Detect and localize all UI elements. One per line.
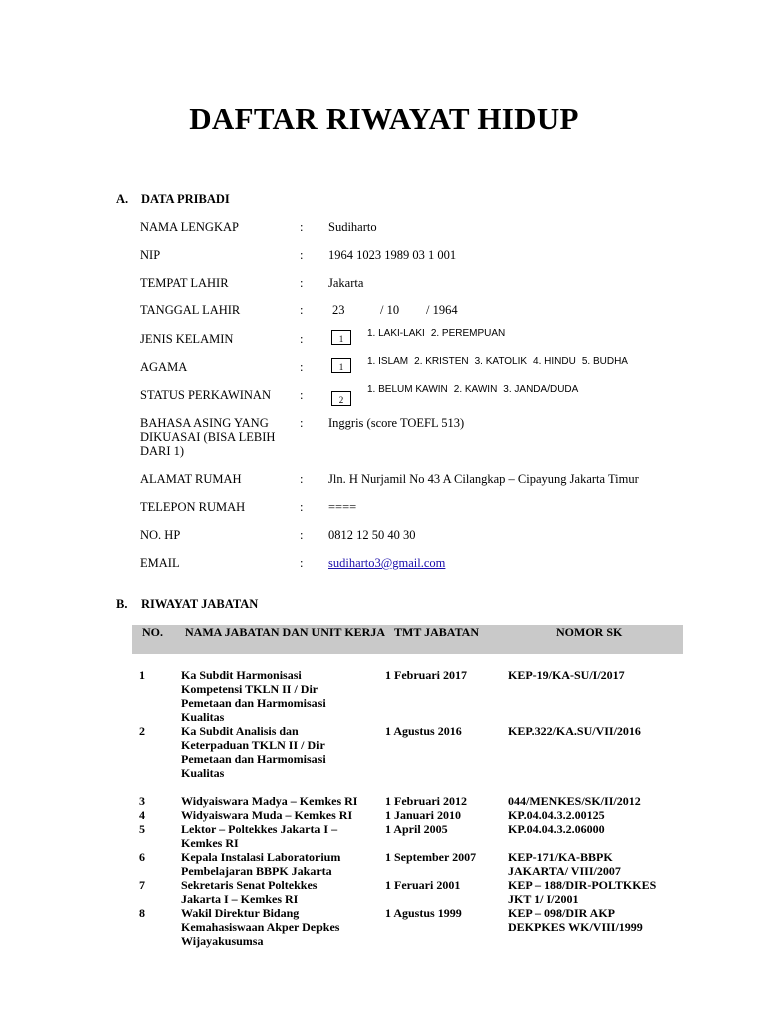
option-item: 3. KATOLIK bbox=[474, 356, 528, 367]
choice-box: 2 bbox=[331, 391, 351, 406]
field-value: ==== bbox=[328, 500, 357, 514]
section-a-title: DATA PRIBADI bbox=[141, 192, 230, 206]
field-colon: : bbox=[300, 332, 304, 346]
row-no: 7 bbox=[139, 878, 145, 892]
field-colon: : bbox=[300, 388, 304, 402]
section-b-heading bbox=[116, 597, 258, 612]
option-item: 3. JANDA/DUDA bbox=[503, 384, 579, 395]
field-value: Inggris (score TOEFL 513) bbox=[328, 416, 465, 430]
field-label: NO. HP bbox=[140, 528, 181, 542]
row-no: 1 bbox=[139, 668, 145, 682]
row-jabatan: Kepala Instalasi Laboratorium Pembelajaran BBPK Jakarta bbox=[181, 850, 341, 878]
field-colon: : bbox=[300, 360, 304, 374]
birth-date bbox=[332, 303, 458, 318]
row-no: 4 bbox=[139, 808, 145, 822]
row-jabatan: Ka Subdit Harmonisasi Kompetensi TKLN II / Dir Pemetaan dan Harmomisasi Kualitas bbox=[181, 668, 326, 724]
field-label: TANGGAL LAHIR bbox=[140, 303, 241, 317]
row-tmt: 1 Feruari 2001 bbox=[385, 878, 461, 892]
document-title: DAFTAR RIWAYAT HIDUP bbox=[189, 101, 579, 136]
field-label: BAHASA ASING YANG DIKUASAI (BISA LEBIH DARI 1) bbox=[140, 416, 276, 458]
row-tmt: 1 Januari 2010 bbox=[385, 808, 462, 822]
column-header-jabatan: NAMA JABATAN DAN UNIT KERJA bbox=[184, 625, 385, 639]
field-label: ALAMAT RUMAH bbox=[140, 472, 242, 486]
row-tmt: 1 Februari 2012 bbox=[385, 794, 467, 808]
column-header-sk: NOMOR SK bbox=[556, 625, 623, 639]
field-label: NAMA LENGKAP bbox=[140, 220, 239, 234]
row-tmt: 1 September 2007 bbox=[385, 850, 477, 864]
row-jabatan: Widyaiswara Madya – Kemkes RI bbox=[181, 794, 358, 808]
row-jabatan: Sekretaris Senat Poltekkes Jakarta I – Kemkes RI bbox=[181, 878, 318, 906]
field-label: AGAMA bbox=[140, 360, 188, 374]
row-sk: KP.04.04.3.2.06000 bbox=[508, 822, 605, 836]
row-jabatan: Widyaiswara Muda – Kemkes RI bbox=[181, 808, 353, 822]
option-item: 4. HINDU bbox=[533, 356, 576, 367]
field-label: TEMPAT LAHIR bbox=[140, 276, 229, 290]
field-colon: : bbox=[300, 556, 304, 570]
field-value: Jakarta bbox=[328, 276, 364, 290]
row-tmt: 1 April 2005 bbox=[385, 822, 448, 836]
row-no: 6 bbox=[139, 850, 145, 864]
row-sk: KEP – 098/DIR AKP DEKPKES WK/VIII/1999 bbox=[508, 906, 643, 934]
field-label: NIP bbox=[140, 248, 161, 262]
field-label: STATUS PERKAWINAN bbox=[140, 388, 271, 402]
field-colon: : bbox=[300, 276, 304, 290]
row-tmt: 1 Agustus 2016 bbox=[385, 724, 462, 738]
option-item: 2. KRISTEN bbox=[414, 356, 469, 367]
section-b-letter: B. bbox=[116, 597, 128, 611]
row-jabatan: Ka Subdit Analisis dan Keterpaduan TKLN II / Dir Pemetaan dan Harmomisasi Kualitas bbox=[181, 724, 326, 780]
birth-month: / 10 bbox=[380, 303, 400, 317]
field-colon: : bbox=[300, 303, 304, 317]
row-no: 5 bbox=[139, 822, 145, 836]
option-item: 2. KAWIN bbox=[453, 384, 498, 395]
section-b-title: RIWAYAT JABATAN bbox=[141, 597, 259, 611]
table-header bbox=[132, 625, 683, 654]
field-colon: : bbox=[300, 472, 304, 486]
option-item: 1. ISLAM bbox=[367, 356, 409, 367]
field-colon: : bbox=[300, 500, 304, 514]
choice-options bbox=[367, 384, 584, 395]
row-sk: KEP-171/KA-BBPK JAKARTA/ VIII/2007 bbox=[508, 850, 621, 878]
row-no: 2 bbox=[139, 724, 145, 738]
field-value: 1964 1023 1989 03 1 001 bbox=[328, 248, 457, 262]
field-colon: : bbox=[300, 528, 304, 542]
field-colon: : bbox=[300, 248, 304, 262]
row-sk: KEP – 188/DIR-POLTKKES JKT 1/ I/2001 bbox=[508, 878, 657, 906]
column-header-no: NO. bbox=[142, 625, 163, 639]
field-colon: : bbox=[300, 416, 304, 430]
section-a-heading bbox=[116, 192, 230, 207]
field-colon: : bbox=[300, 220, 304, 234]
field-label: EMAIL bbox=[140, 556, 180, 570]
option-item: 2. PEREMPUAN bbox=[430, 328, 506, 339]
row-jabatan: Wakil Direktur Bidang Kemahasiswaan Akper Depkes Wijayakusumsa bbox=[181, 906, 340, 948]
row-sk: KEP.322/KA.SU/VII/2016 bbox=[508, 724, 641, 738]
row-sk: KEP-19/KA-SU/I/2017 bbox=[508, 668, 625, 682]
row-no: 8 bbox=[139, 906, 145, 920]
field-label: JENIS KELAMIN bbox=[140, 332, 234, 346]
field-value: Sudiharto bbox=[328, 220, 377, 234]
option-item: 1. LAKI-LAKI bbox=[367, 328, 425, 339]
row-jabatan: Lektor – Poltekkes Jakarta I – Kemkes RI bbox=[181, 822, 338, 850]
section-a-letter: A. bbox=[116, 192, 129, 206]
choice-box: 1 bbox=[331, 358, 351, 373]
choice-options bbox=[367, 356, 634, 367]
field-value: 0812 12 50 40 30 bbox=[328, 528, 416, 542]
field-value: Jln. H Nurjamil No 43 A Cilangkap – Cipayung Jakarta Timur bbox=[328, 472, 639, 486]
row-no: 3 bbox=[139, 794, 145, 808]
email-link[interactable]: sudiharto3@gmail.com bbox=[328, 556, 446, 570]
field-label: TELEPON RUMAH bbox=[140, 500, 246, 514]
row-tmt: 1 Februari 2017 bbox=[385, 668, 467, 682]
column-header-tmt: TMT JABATAN bbox=[394, 625, 480, 639]
option-item: 5. BUDHA bbox=[581, 356, 628, 367]
row-sk: KP.04.04.3.2.00125 bbox=[508, 808, 605, 822]
choice-box: 1 bbox=[331, 330, 351, 345]
row-sk: 044/MENKES/SK/II/2012 bbox=[508, 794, 641, 808]
birth-year: / 1964 bbox=[426, 303, 458, 317]
option-item: 1. BELUM KAWIN bbox=[367, 384, 448, 395]
birth-day: 23 bbox=[332, 303, 345, 317]
row-tmt: 1 Agustus 1999 bbox=[385, 906, 462, 920]
choice-options bbox=[367, 328, 511, 339]
